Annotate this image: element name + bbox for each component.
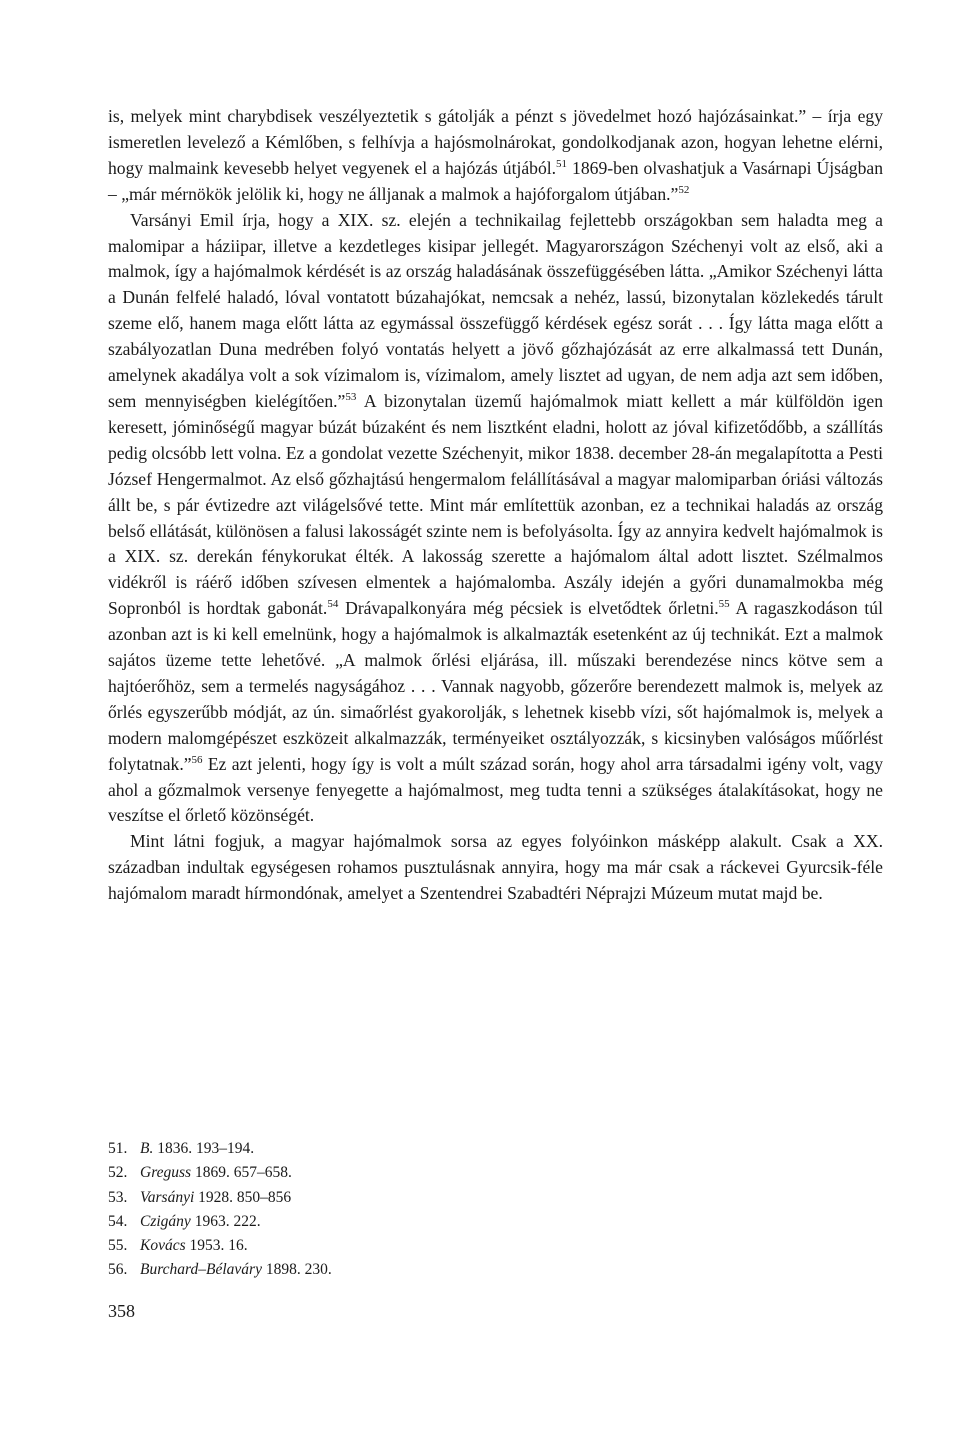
footnote-number: 56.	[108, 1261, 128, 1279]
footnote-ref-52[interactable]: 52	[678, 183, 690, 196]
footnote-ref: 1869. 657–658.	[191, 1164, 292, 1182]
footnote-number: 54.	[108, 1212, 128, 1230]
footnote-ref-51[interactable]: 51	[556, 157, 568, 170]
footnote-item	[108, 1210, 608, 1234]
paragraph-2	[108, 208, 883, 830]
footnote-item	[108, 1258, 608, 1282]
footnote-number: 52.	[108, 1164, 128, 1182]
body-text	[108, 104, 883, 907]
footnote-ref: 1953. 16.	[185, 1237, 248, 1255]
text-run: A bizonytalan üzemű hajómalmok miatt kellett a már külföldön igen keresett, jóminőségű magyar búzát búzaként és nem lisztként eladni, holott az jóval kifizetődőbb, a szállítás pedig olcsóbb lett volna. Ez a gondolat vezette Széchenyit, mikor 1838. december 28-án megalapította a Pesti József Hengermalmot. Az első gőzhajtású hengermalom felállításával a magyar malomiparban óriási változás állt be, s pár évtizedre azt világelsővé tette. Mint már említettük azonban, ez a technikai haladás az ország belső ellátását, különösen a falusi lakosságét szinte nem is befolyásolta. Így az annyira kedvelt hajómalmok is a XIX. sz. derekán fénykorukat élték. A lakosság szerette a hajómalom által adott lisztet. Szélmalmos vidékről is ráérő időben szívesen elmentek a hajómalomba. Aszály idején a győri dunamalmokba még Sopronból is hordtak gabonát.	[108, 390, 883, 619]
footnote-ref-54[interactable]: 54	[327, 598, 339, 611]
footnote-number: 51.	[108, 1140, 128, 1157]
footnote-ref-56[interactable]: 56	[191, 753, 203, 766]
footnote-ref-55[interactable]: 55	[718, 598, 730, 611]
footnote-ref: 1836. 193–194.	[153, 1140, 255, 1157]
footnote-author: Burchard–Bélaváry	[140, 1261, 262, 1279]
footnote-item	[108, 1234, 608, 1258]
footnote-number: 55.	[108, 1237, 128, 1255]
footnote-ref-53[interactable]: 53	[345, 391, 357, 404]
footnote-author: Varsányi	[140, 1188, 195, 1206]
text-run: A ragaszkodáson túl azonban azt is ki kell emelnünk, hogy a hajómalmok is alkalmazták esetenként az új technikát. Ezt a malmok sajátos üzeme tette lehetővé. „A malmok őrlési eljárása, ill. műszaki berendezése nincs kötve sem a hajtóerőhöz, sem a termelés nagyságához . . . Vannak nagyobb, gőzerőre berendezett malmok is, melyek az őrlés egyszerűbb módját, az ún. simaőrlést gyakorolják, s lehetnek kisebb vízi, sőt hajómalmok is, melyek a modern malomgépészet eszközeit alkalmazzák, terményeiket osztályozzák, s kicsinyben valóságos műőrlést folytatnak.”	[108, 598, 883, 774]
footnotes-list	[108, 1137, 608, 1283]
text-run: is, melyek mint charybdisek veszélyeztetik s gátolják a pénzt s jövedelmet hozó hajózásainkat.” – írja egy ismeretlen levelező a Kémlőben, s felhívja a hajósmolnárokat, gondolkodjanak azon, hogyan lehetne elérni, hogy malmaink kevesebb helyet vegyenek el a hajózás útjából.	[108, 106, 883, 178]
footnote-item	[108, 1161, 608, 1185]
text-run: 1869-ben olvashatjuk a Vasárnapi Újságban – „már mérnökök jelölik ki, hogy ne álljanak a malmok a hajóforgalom útjában.”	[108, 157, 883, 204]
paragraph-3: Mint látni fogjuk, a magyar hajómalmok sorsa az egyes folyóinkon másképp alakult. Csak a XX. században indultak egységesen rohamos pusztulásnak annyira, hogy ma már csak a ráckevei Gyurcsik-féle hajómalom maradt hírmondónak, amelyet a Szentendrei Szabadtéri Néprajzi Múzeum mutat majd be.	[108, 831, 883, 904]
footnote-ref: 1963. 222.	[190, 1212, 261, 1230]
text-run: Drávapalkonyára még pécsiek is elvetődtek őrletni.	[338, 598, 719, 619]
footnote-author: B.	[140, 1140, 154, 1157]
text-run: Varsányi Emil írja, hogy a XIX. sz. elején a technikailag fejlettebb országokban sem haladta meg a malomipar a háziipar, illetve a kezdetleges kisipar jellegét. Magyarországon Széchenyi volt az első, aki a malmok, így a hajómalmok kérdését is az ország haladásának összefüggésében látta. „Amikor Széchenyi látta a Dunán felfelé haladó, lóval vontatott búzahajókat, nemcsak a nehéz, lassú, bizonytalan közlekedés tárult szeme elő, hanem maga előtt látta az egymással összefüggő kérdések egész sorát . . . Így látta maga előtt a szabályozatlan Duna medrében folyó vontatás helyett a jövő gőzhajózását az erre alkalmassá tett Dunán, amelynek akadálya volt a sok vízimalom is, vízimalom, amely lisztet ad ugyan, de nem adja azt sem időben, sem mennyiségben kielégítően.”	[108, 209, 883, 411]
footnote-author: Greguss	[140, 1164, 192, 1182]
footnote-number: 53.	[108, 1188, 128, 1206]
footnote-item	[108, 1186, 608, 1210]
paragraph-1	[108, 104, 883, 208]
footnote-author: Czigány	[140, 1212, 191, 1230]
footnote-author: Kovács	[140, 1237, 186, 1255]
footnote-item	[108, 1137, 608, 1161]
footnote-ref: 1928. 850–856	[194, 1188, 292, 1206]
page-number: 358	[108, 1301, 135, 1321]
footnote-ref: 1898. 230.	[261, 1261, 332, 1279]
text-run: Ez azt jelenti, hogy így is volt a múlt század során, hogy ahol arra társadalmi igény volt, vagy ahol a gőzmalmok versenye fenyegette a hajómalmost, meg tudta tenni a szükséges átalakításokat, hogy ne veszítse el őrlető közönségét.	[108, 753, 883, 826]
